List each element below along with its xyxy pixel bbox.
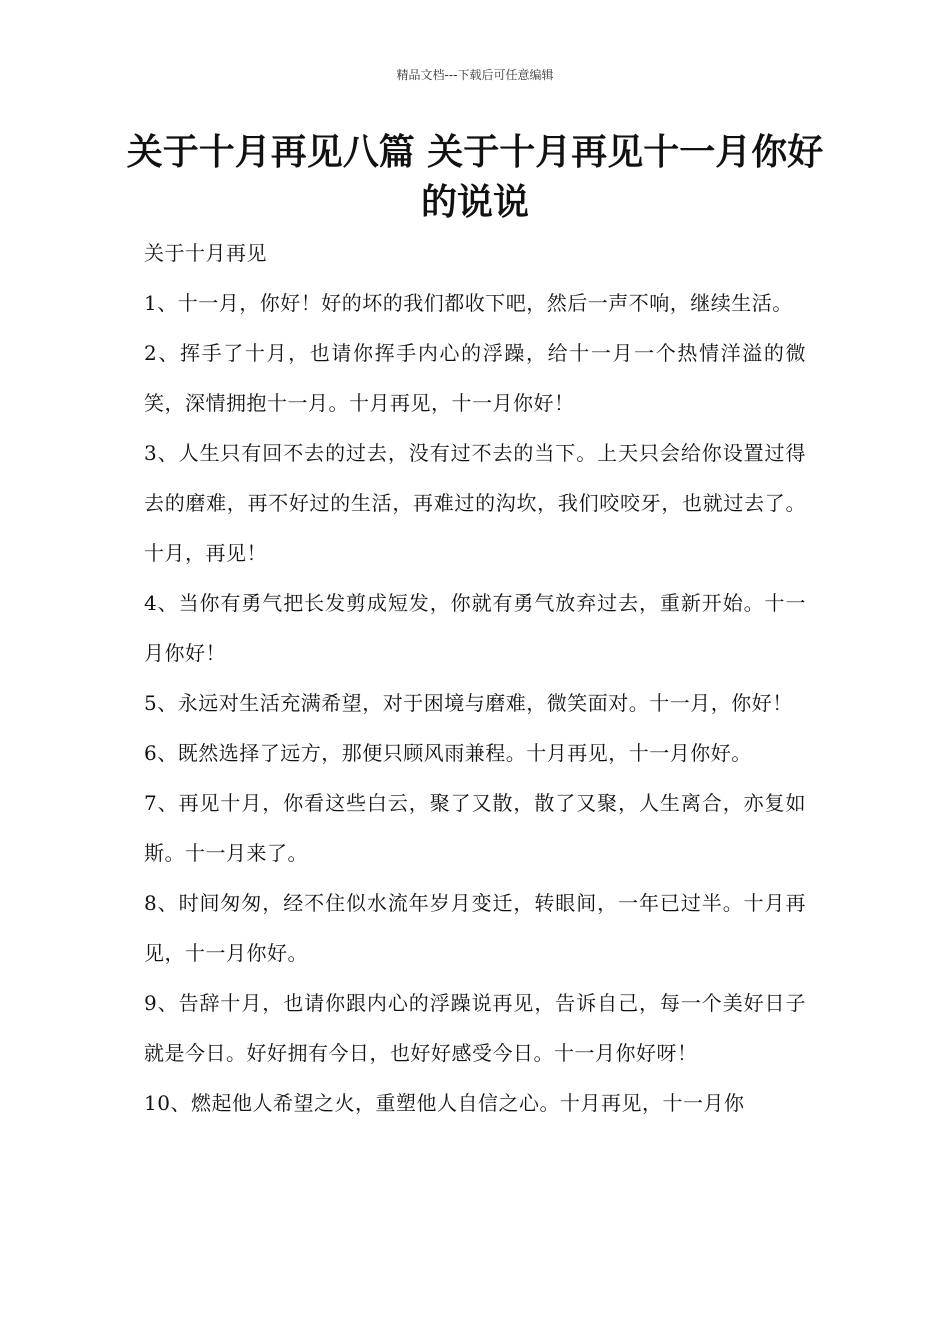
list-item: 8、时间匆匆，经不住似水流年岁月变迁，转眼间，一年已过半。十月再见，十一月你好。 [144,891,806,965]
list-item: 7、再见十月，你看这些白云，聚了又散，散了又聚，人生离合，亦复如斯。十一月来了。 [144,791,806,865]
list-item: 6、既然选择了远方，那便只顾风雨兼程。十月再见，十一月你好。 [144,741,752,765]
document-body [144,228,806,1128]
list-item: 9、告辞十月，也请你跟内心的浮躁说再见，告诉自己，每一个美好日子就是今日。好好拥有今日，也好好感受今日。十一月你好呀！ [144,991,806,1065]
list-item: 3、人生只有回不去的过去，没有过不去的当下。上天只会给你设置过得去的磨难，再不好过的生活，再难过的沟坎，我们咬咬牙，也就过去了。十月，再见！ [144,441,806,565]
list-item: 4、当你有勇气把长发剪成短发，你就有勇气放弃过去，重新开始。十一月你好！ [144,591,806,665]
list-item: 10、燃起他人希望之火，重塑他人自信之心。十月再见，十一月你 [144,1091,745,1115]
list-item: 5、永远对生活充满希望，对于困境与磨难，微笑面对。十一月，你好！ [144,691,793,715]
list-item: 2、挥手了十月，也请你挥手内心的浮躁，给十一月一个热情洋溢的微笑，深情拥抱十一月。十月再见，十一月你好！ [144,341,806,415]
section-heading: 关于十月再见 [144,241,267,265]
header-note: 精品文档---下载后可任意编辑 [396,68,554,82]
document-title: 关于十月再见八篇 关于十月再见十一月你好的说说 [126,132,824,223]
list-item: 1、十一月，你好！好的坏的我们都收下吧，然后一声不响，继续生活。 [144,291,793,315]
